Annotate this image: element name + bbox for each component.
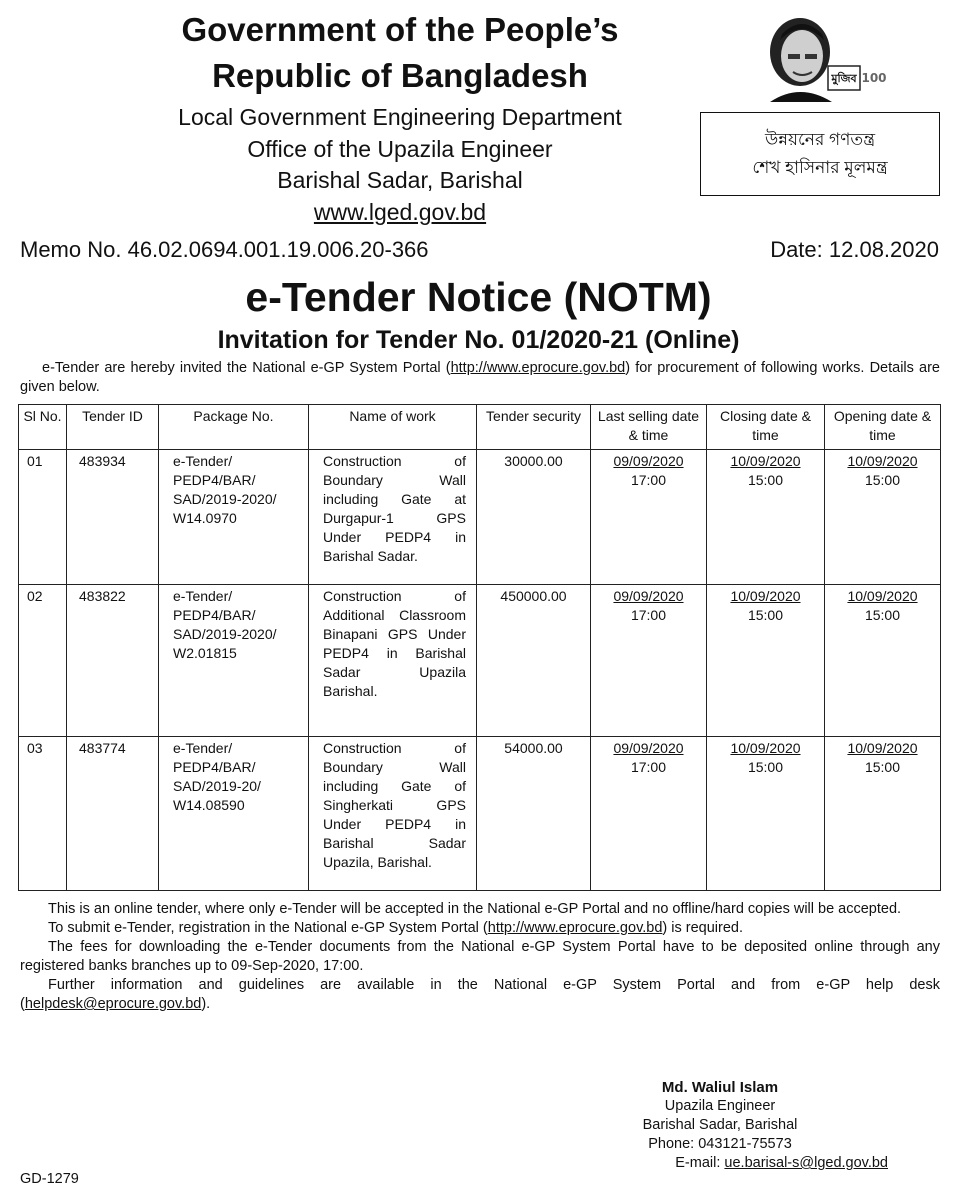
table-row [19, 450, 941, 585]
row-work: Construction of Boundary Wall including Gate at Durgapur-1 GPS Under PEDP4 in Barishal Sadar. [309, 450, 477, 585]
opening-time: 15:00 [864, 759, 901, 775]
signatory-email-line [588, 1154, 888, 1173]
emblem-number: 100 [861, 71, 887, 85]
website-line [120, 197, 680, 227]
row-last-selling [591, 450, 707, 585]
row-opening [825, 737, 941, 891]
table-row [19, 737, 941, 891]
row-tender-id: 483934 [67, 450, 159, 585]
row-package: e-Tender/ PEDP4/BAR/ SAD/2019-2020/ W14.0970 [159, 450, 309, 585]
closing-time: 15:00 [747, 607, 784, 623]
header-sl: Sl No. [19, 405, 67, 450]
row-closing [707, 450, 825, 585]
last-selling-time: 17:00 [630, 472, 667, 488]
slogan-line1: উন্নয়নের গণতন্ত্র [765, 130, 875, 149]
row-sl: 02 [19, 585, 67, 737]
header-work: Name of work [309, 405, 477, 450]
note-online-tender: This is an online tender, where only e-Tender will be accepted in the National e-GP Portal and no offline/hard copies will be accepted. [48, 901, 902, 917]
notice-subtitle: Invitation for Tender No. 01/2020-21 (Online) [217, 326, 740, 354]
note-helpdesk-after: ). [201, 996, 211, 1012]
note-registration-after: ) is required. [662, 920, 743, 936]
notes-section [20, 900, 940, 1014]
opening-time: 15:00 [864, 607, 901, 623]
row-security: 30000.00 [477, 450, 591, 585]
note-helpdesk [20, 976, 940, 1014]
note-registration [20, 919, 940, 938]
opening-date: 10/09/2020 [847, 740, 918, 756]
department-name: Local Government Engineering Department [178, 104, 622, 130]
row-work: Construction of Additional Classroom Binapani GPS Under PEDP4 in Barishal Sadar Upazila Barishal. [309, 585, 477, 737]
ref-code: GD-1279 [20, 1171, 79, 1187]
row-last-selling [591, 585, 707, 737]
eprocure-link[interactable]: http://www.eprocure.gov.bd [450, 360, 626, 376]
note-helpdesk-before: Further information and guidelines are available in the National e-GP System Portal and from e-GP help desk ( [20, 977, 940, 1012]
signature-block [600, 1078, 957, 1173]
header-security: Tender security [477, 405, 591, 450]
intro-text-before: e-Tender are hereby invited the National e-GP System Portal ( [42, 360, 451, 376]
closing-date: 10/09/2020 [730, 453, 801, 469]
closing-date: 10/09/2020 [730, 740, 801, 756]
signatory-designation: Upazila Engineer [664, 1098, 776, 1114]
row-work: Construction of Boundary Wall including Gate of Singherkati GPS Under PEDP4 in Barishal Sadar Upazila, Barishal. [309, 737, 477, 891]
row-closing [707, 737, 825, 891]
slogan-line2: শেখ হাসিনার মূলমন্ত্র [752, 158, 888, 177]
signatory-location: Barishal Sadar, Barishal [642, 1117, 798, 1133]
memo-number: Memo No. 46.02.0694.001.19.006.20-366 [20, 237, 429, 262]
header-opening: Opening date & time [825, 405, 941, 450]
tender-table [18, 404, 941, 891]
row-sl: 01 [19, 450, 67, 585]
row-tender-id: 483822 [67, 585, 159, 737]
closing-time: 15:00 [747, 759, 784, 775]
row-last-selling [591, 737, 707, 891]
note-registration-before: To submit e-Tender, registration in the National e-GP System Portal ( [48, 920, 488, 936]
opening-date: 10/09/2020 [847, 588, 918, 604]
last-selling-date: 09/09/2020 [613, 453, 684, 469]
eprocure-link-2[interactable]: http://www.eprocure.gov.bd [487, 920, 663, 936]
header-package: Package No. [159, 405, 309, 450]
last-selling-time: 17:00 [630, 607, 667, 623]
header-closing: Closing date & time [707, 405, 825, 450]
table-header-row [19, 405, 941, 450]
slogan-box [700, 112, 940, 196]
row-security: 54000.00 [477, 737, 591, 891]
row-sl: 03 [19, 737, 67, 891]
row-package: e-Tender/ PEDP4/BAR/ SAD/2019-2020/ W2.01815 [159, 585, 309, 737]
intro-text-after: ) for procurement of following works. Details are given below. [20, 360, 940, 395]
closing-time: 15:00 [747, 472, 784, 488]
email-label: E-mail: [675, 1155, 725, 1171]
row-security: 450000.00 [477, 585, 591, 737]
memo-date: Date: 12.08.2020 [770, 237, 939, 262]
opening-time: 15:00 [864, 472, 901, 488]
emblem-label: মুজিব [831, 72, 857, 85]
header-last-selling: Last selling date & time [591, 405, 707, 450]
notice-title: e-Tender Notice (NOTM) [245, 274, 712, 320]
opening-date: 10/09/2020 [847, 453, 918, 469]
row-opening [825, 585, 941, 737]
signatory-phone: Phone: 043121-75573 [648, 1136, 792, 1152]
intro-paragraph [20, 359, 940, 397]
last-selling-time: 17:00 [630, 759, 667, 775]
office-name: Office of the Upazila Engineer [247, 136, 553, 162]
government-title-line1: Government of the People’s [181, 11, 619, 48]
last-selling-date: 09/09/2020 [613, 588, 684, 604]
last-selling-date: 09/09/2020 [613, 740, 684, 756]
header-tender-id: Tender ID [67, 405, 159, 450]
government-title-line2: Republic of Bangladesh [212, 57, 588, 94]
signatory-email-link[interactable]: ue.barisal-s@lged.gov.bd [724, 1155, 888, 1171]
closing-date: 10/09/2020 [730, 588, 801, 604]
row-package: e-Tender/ PEDP4/BAR/ SAD/2019-20/ W14.08590 [159, 737, 309, 891]
row-tender-id: 483774 [67, 737, 159, 891]
note-fees: The fees for downloading the e-Tender documents from the National e-GP System Portal have to be deposited online through any registered banks branches up to 09-Sep-2020, 17:00. [20, 939, 940, 974]
table-row [19, 585, 941, 737]
mujib-100-emblem-icon [758, 10, 888, 102]
website-link[interactable]: www.lged.gov.bd [313, 199, 487, 225]
signatory-name: Md. Waliul Islam [661, 1079, 779, 1096]
row-closing [707, 585, 825, 737]
helpdesk-email-link[interactable]: helpdesk@eprocure.gov.bd [24, 996, 202, 1012]
office-location: Barishal Sadar, Barishal [277, 167, 523, 193]
row-opening [825, 450, 941, 585]
